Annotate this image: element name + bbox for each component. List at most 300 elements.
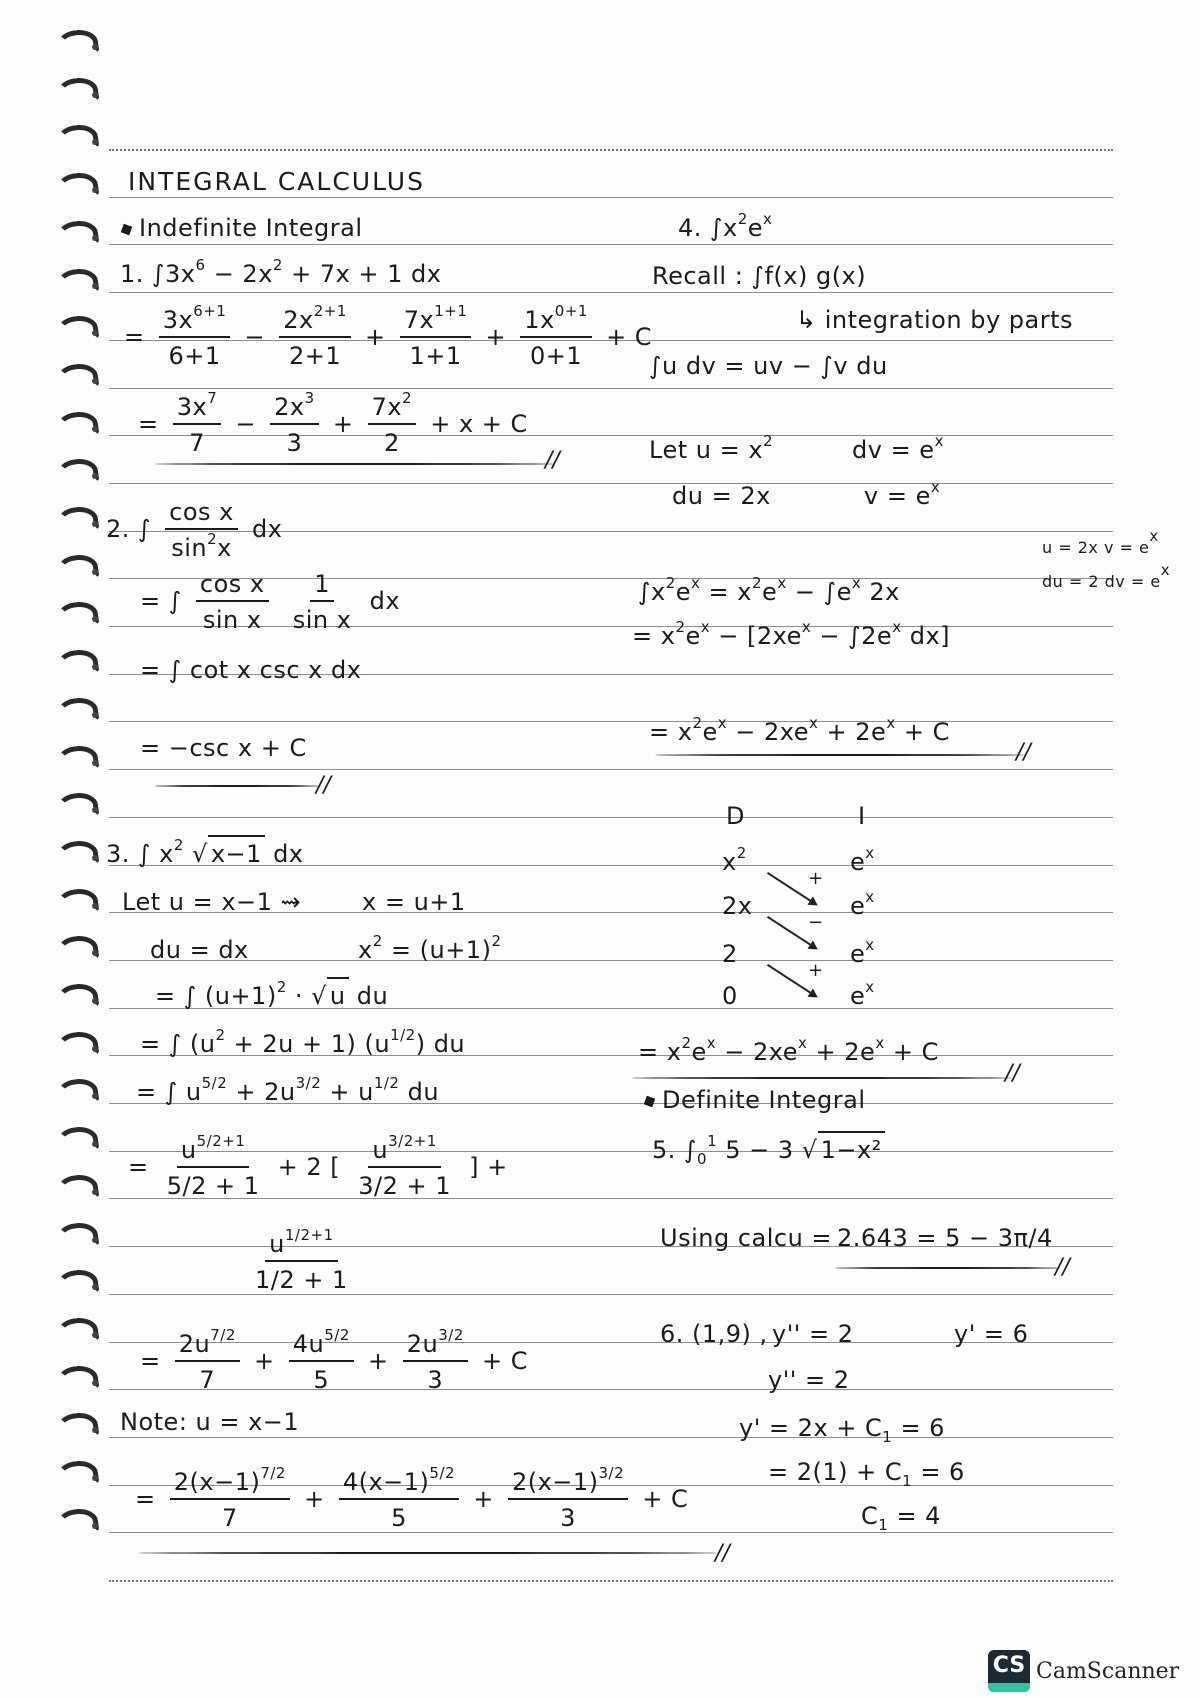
- problem3-step1: [155, 978, 389, 1010]
- math-text: = ∫ (u: [140, 1030, 216, 1058]
- superscript: 2: [763, 432, 774, 450]
- superscript: 2: [215, 1026, 226, 1044]
- fraction: [251, 1226, 352, 1294]
- end-mark: //: [545, 448, 560, 473]
- superscript: 2: [402, 389, 413, 407]
- math-text: ↳ integration by parts: [796, 306, 1073, 334]
- superscript: x: [706, 1034, 717, 1052]
- answer-underline: [155, 785, 320, 787]
- problem3-step4: [128, 1132, 508, 1200]
- math-text: −: [227, 410, 265, 438]
- ruled-line: [109, 388, 1113, 389]
- superscript: x: [801, 618, 812, 636]
- superscript: 0+1: [554, 302, 588, 320]
- math-text: x: [217, 534, 232, 562]
- math-text: + C: [634, 1485, 689, 1513]
- problem2-step2: [140, 658, 361, 682]
- math-text: + C: [895, 718, 950, 746]
- math-text: ∫x: [638, 578, 666, 606]
- math-text: du = 2 dv = e: [1042, 572, 1161, 591]
- ruled-line: [109, 1198, 1113, 1199]
- superscript: x: [865, 978, 875, 996]
- math-text: C: [861, 1502, 879, 1530]
- fraction: [279, 302, 351, 370]
- math-text: e: [691, 1038, 707, 1066]
- spiral-hole: [92, 1046, 98, 1052]
- di-sign: +: [808, 868, 824, 889]
- spiral-ring: [56, 552, 99, 583]
- math-text: ) du: [415, 1030, 466, 1058]
- superscript: 2: [272, 256, 283, 274]
- numerator: [289, 1326, 354, 1362]
- math-text: x: [722, 848, 737, 876]
- fraction: [165, 500, 238, 560]
- math-text: 2(x−1): [511, 1468, 599, 1496]
- di-header-d: D: [726, 802, 745, 830]
- denominator: [380, 425, 404, 455]
- answer-underline: [655, 754, 1025, 756]
- math-text: 2: [722, 940, 738, 968]
- math-text: + 7x + 1 dx: [282, 260, 442, 288]
- math-text: =: [135, 1485, 164, 1513]
- ruled-line: [109, 483, 1113, 484]
- superscript: x: [930, 478, 941, 496]
- problem2-answer: [140, 736, 307, 760]
- spiral-ring: [56, 409, 99, 440]
- denominator: [526, 338, 586, 368]
- superscript: 2: [681, 1034, 692, 1052]
- superscript: x: [809, 714, 819, 732]
- math-text: −: [236, 323, 274, 351]
- spiral-hole: [92, 1189, 98, 1195]
- subscript: 1: [902, 1472, 913, 1490]
- denominator: [251, 1262, 352, 1292]
- math-text: = x: [632, 622, 676, 650]
- math-text: = 6: [892, 1414, 945, 1442]
- math-text: =: [128, 1153, 157, 1181]
- denominator: [163, 1168, 264, 1198]
- denominator: [289, 602, 356, 632]
- math-text: +: [245, 1347, 283, 1375]
- math-text: 3. ∫ x: [106, 840, 174, 868]
- math-text: cos x: [199, 570, 265, 598]
- math-text: 7x: [403, 306, 435, 334]
- math-text: dx: [361, 587, 401, 615]
- numerator: [196, 572, 269, 602]
- spiral-hole: [92, 569, 98, 575]
- math-text: e: [685, 622, 701, 650]
- math-text: 0: [722, 982, 738, 1010]
- spiral-hole: [92, 1332, 98, 1338]
- end-mark: //: [316, 773, 331, 798]
- math-text: + 2e: [818, 718, 887, 746]
- problem3-answer: [135, 1464, 689, 1532]
- math-text: 2x: [861, 578, 900, 606]
- math-text: y'' = 2: [768, 1366, 850, 1394]
- math-text: +: [465, 1485, 502, 1513]
- math-text: Let u = x−1 ⇝: [122, 888, 302, 916]
- spiral-ring: [56, 266, 99, 297]
- math-text: +: [359, 1347, 397, 1375]
- spiral-ring: [56, 504, 99, 535]
- problem3-sub-x2: [358, 932, 502, 964]
- answer-underline: [155, 463, 555, 465]
- numerator: [170, 1464, 290, 1500]
- problem6-step2: [768, 1458, 965, 1490]
- spiral-ring: [56, 457, 99, 488]
- spiral-ring: [56, 27, 99, 58]
- math-text: u: [180, 1136, 197, 1164]
- fraction: [403, 1326, 468, 1394]
- math-text: 2(x−1): [173, 1468, 261, 1496]
- math-text: =: [124, 323, 153, 351]
- superscript: 2+1: [313, 302, 347, 320]
- superscript: 2: [491, 932, 502, 950]
- problem6-answer: [861, 1502, 941, 1534]
- problem3-step2: [140, 1026, 466, 1058]
- di-derivative: [722, 942, 738, 966]
- superscript: 3: [304, 389, 315, 407]
- fraction: [339, 1464, 459, 1532]
- superscript: 2: [372, 932, 383, 950]
- problem6-step1: [739, 1414, 945, 1446]
- math-text: 5: [391, 1504, 407, 1532]
- spiral-ring: [56, 1124, 99, 1155]
- page-title: INTEGRAL CALCULUS: [128, 167, 425, 196]
- math-text: y' = 2x + C: [739, 1414, 883, 1442]
- problem3-sub-du: [150, 938, 249, 962]
- spiral-hole: [92, 1523, 98, 1529]
- camscanner-watermark: [988, 1650, 1179, 1692]
- math-text: Let u = x: [649, 436, 764, 464]
- denominator: [423, 1362, 447, 1392]
- di-integral: [850, 844, 875, 876]
- math-text: 3x: [162, 306, 194, 334]
- fraction: [163, 1132, 264, 1200]
- di-integral: [850, 936, 875, 968]
- math-text: cos x: [169, 498, 234, 526]
- spiral-hole: [92, 44, 98, 50]
- superscript: 7: [207, 389, 218, 407]
- superscript: 3/2: [598, 1464, 625, 1482]
- math-text: 3: [427, 1366, 444, 1394]
- math-text: 7: [221, 1504, 238, 1532]
- spiral-hole: [92, 235, 98, 241]
- ruled-line: [109, 1437, 1113, 1438]
- superscript: 2: [736, 844, 747, 862]
- superscript: x: [865, 936, 875, 954]
- di-derivative: [722, 844, 747, 876]
- math-text: Using calcu =: [660, 1224, 833, 1252]
- problem4-answer-di: [638, 1034, 939, 1066]
- math-text: = x: [638, 1038, 682, 1066]
- heading-text: Definite Integral: [662, 1086, 866, 1114]
- fraction: [400, 302, 472, 370]
- numerator: [265, 1226, 337, 1262]
- section-heading-definite: [645, 1088, 866, 1112]
- math-text: 2x: [722, 892, 753, 920]
- math-text: du: [399, 1078, 440, 1106]
- spiral-hole: [92, 426, 98, 432]
- spiral-ring: [56, 981, 99, 1012]
- ruled-line: [109, 960, 1113, 961]
- math-text: + C: [473, 1347, 528, 1375]
- problem4-let-u: [649, 432, 774, 464]
- fraction: [354, 1132, 455, 1200]
- math-text: 1+1: [409, 342, 462, 370]
- math-text: = ∫: [140, 587, 190, 615]
- problem3-sub-u: [122, 890, 301, 914]
- problem4-du: [672, 484, 771, 508]
- denominator: [195, 1362, 219, 1392]
- answer-underline: [138, 1552, 718, 1554]
- problem3-note: [120, 1410, 299, 1434]
- numerator: [508, 1464, 628, 1500]
- math-text: 2.643 = 5 − 3π/4: [837, 1224, 1053, 1252]
- math-text: = 2(1) + C: [768, 1458, 903, 1486]
- math-text: 2+1: [289, 342, 342, 370]
- di-derivative: [722, 984, 738, 1008]
- numerator: [279, 302, 351, 338]
- end-mark: //: [1055, 1255, 1070, 1280]
- math-text: 4. ∫x: [678, 214, 738, 242]
- denominator: [354, 1168, 455, 1198]
- problem4-let-dv: [852, 432, 944, 464]
- spiral-ring: [56, 600, 99, 631]
- superscript: x: [777, 574, 787, 592]
- problem6-y2: [768, 1368, 850, 1392]
- di-header-i: I: [858, 802, 866, 830]
- math-text: 3/2 + 1: [358, 1172, 452, 1200]
- problem1-question: [120, 256, 442, 288]
- math-text: du = dx: [150, 936, 249, 964]
- math-text: 2u: [178, 1330, 211, 1358]
- problem4-step2: [632, 618, 951, 650]
- numerator: [403, 1326, 468, 1362]
- math-text: 5: [313, 1366, 330, 1394]
- spiral-hole: [92, 283, 98, 289]
- spiral-ring: [56, 1315, 99, 1346]
- radicand: u: [327, 977, 349, 1010]
- math-text: − 2xe: [716, 1038, 799, 1066]
- numerator: [270, 389, 319, 425]
- ruled-line: [109, 769, 1113, 770]
- math-text: = −csc x + C: [140, 734, 307, 762]
- end-mark: //: [1005, 1061, 1020, 1086]
- math-text: − ∫e: [786, 578, 852, 606]
- math-text: [275, 587, 283, 615]
- end-mark: //: [715, 1541, 730, 1566]
- math-text: + 2e: [807, 1038, 876, 1066]
- math-text: x: [358, 936, 373, 964]
- math-text: 3: [286, 429, 303, 457]
- superscript: 5/2: [201, 1074, 228, 1092]
- fraction: [520, 302, 592, 370]
- superscript: 3/2: [295, 1074, 322, 1092]
- numerator: [165, 500, 238, 530]
- denominator: [185, 425, 209, 455]
- superscript: 3/2+1: [388, 1132, 437, 1150]
- math-text: 1x: [524, 306, 555, 334]
- denominator: [283, 425, 307, 455]
- problem3-step5: [140, 1326, 528, 1394]
- fraction: [270, 389, 319, 457]
- superscript: 2: [675, 618, 686, 636]
- spiral-ring: [56, 170, 99, 201]
- problem5-calc-value: [837, 1226, 1053, 1250]
- math-text: 7x: [371, 393, 403, 421]
- superscript: x: [717, 714, 728, 732]
- math-text: e: [850, 982, 866, 1010]
- spiral-hole: [92, 903, 98, 909]
- math-text: dv = e: [852, 436, 935, 464]
- superscript: x: [1160, 561, 1171, 579]
- spiral-hole: [92, 521, 98, 527]
- math-text: 3: [560, 1504, 576, 1532]
- problem6-given-y1: [954, 1322, 1028, 1346]
- spiral-ring: [56, 314, 99, 345]
- spiral-hole: [92, 1475, 98, 1481]
- math-text: 6+1: [168, 342, 221, 370]
- ruled-line: [109, 149, 1113, 151]
- math-text: = x: [700, 578, 752, 606]
- spiral-ring: [56, 1268, 99, 1299]
- problem5-question: [652, 1132, 885, 1168]
- numerator: [159, 302, 231, 338]
- spiral-ring: [56, 1458, 99, 1489]
- superscript: 2: [692, 714, 703, 732]
- math-text: 0+1: [530, 342, 583, 370]
- fraction: [159, 302, 231, 370]
- math-text: 1: [314, 570, 330, 598]
- superscript: 5/2: [429, 1464, 456, 1482]
- fraction: [175, 1326, 240, 1394]
- spiral-ring: [56, 886, 99, 917]
- math-text: e: [747, 214, 764, 242]
- margin-note-2: [1042, 561, 1171, 591]
- numerator: [368, 1132, 440, 1168]
- problem1-step1: [124, 302, 653, 370]
- problem4-answer: [649, 714, 950, 746]
- problem1-step2: [138, 389, 528, 457]
- di-sign: +: [808, 960, 824, 981]
- superscript: 6: [195, 256, 206, 274]
- superscript: x: [700, 618, 711, 636]
- math-text: +: [477, 323, 515, 351]
- superscript: 3/2: [438, 1326, 464, 1344]
- problem6-given-y2: [772, 1322, 854, 1346]
- math-text: u = 2x v = e: [1042, 538, 1150, 557]
- spiral-ring: [56, 75, 99, 106]
- superscript: 5/2+1: [196, 1132, 246, 1150]
- superscript: 2: [752, 574, 763, 592]
- fraction: [196, 572, 269, 632]
- math-text: e: [675, 578, 692, 606]
- bullet-icon: [121, 223, 133, 235]
- di-integral: [850, 978, 875, 1010]
- math-text: = x: [649, 718, 693, 746]
- spiral-hole: [92, 92, 98, 98]
- numerator: [368, 389, 417, 425]
- radicand: x−1: [208, 835, 265, 868]
- math-text: 5. ∫: [652, 1136, 698, 1164]
- spiral-ring: [56, 647, 99, 678]
- superscript: x: [934, 432, 944, 450]
- denominator: [167, 530, 236, 560]
- math-text: y' = 6: [954, 1320, 1029, 1348]
- spiral-ring: [56, 1029, 99, 1060]
- problem4-formula: [649, 354, 888, 378]
- math-text: − ∫2e: [811, 622, 893, 650]
- math-text: u: [372, 1136, 389, 1164]
- superscript: x: [851, 574, 862, 592]
- answer-underline: [632, 1077, 1012, 1079]
- denominator: [164, 338, 224, 368]
- di-integral: [850, 888, 875, 920]
- numerator: [173, 389, 222, 425]
- math-text: + x + C: [422, 410, 528, 438]
- ruled-line: [109, 1580, 1113, 1582]
- spiral-ring: [56, 1506, 99, 1537]
- math-text: Recall : ∫f(x) g(x): [652, 262, 867, 290]
- superscript: 1/2: [373, 1074, 400, 1092]
- spiral-hole: [92, 998, 98, 1004]
- math-text: v = e: [864, 482, 931, 510]
- spiral-ring: [56, 123, 99, 154]
- bullet-icon: [644, 1095, 656, 1107]
- ruled-line: [109, 244, 1113, 245]
- superscript: 1+1: [434, 302, 468, 320]
- ruled-line: [109, 721, 1113, 722]
- math-text: =: [140, 1347, 169, 1375]
- math-text: +: [324, 410, 362, 438]
- math-text: = ∫ cot x csc x dx: [140, 656, 362, 684]
- math-text: + 2 [: [269, 1153, 349, 1181]
- numerator: [520, 302, 592, 338]
- math-text: e: [702, 718, 718, 746]
- problem6-given: [660, 1322, 768, 1346]
- fraction: [289, 1326, 354, 1394]
- math-text: 1/2 + 1: [255, 1266, 348, 1294]
- fraction: [368, 389, 417, 457]
- math-text: √: [183, 840, 208, 868]
- superscript: 1/2+1: [284, 1226, 334, 1244]
- math-text: dx]: [901, 622, 951, 650]
- problem2-step1: [140, 572, 400, 632]
- fraction: [289, 572, 356, 632]
- problem3-question: [106, 836, 304, 868]
- math-text: u: [269, 1230, 285, 1258]
- spiral-hole: [92, 1237, 98, 1243]
- math-text: e: [850, 848, 866, 876]
- math-text: e: [762, 578, 778, 606]
- math-text: +: [356, 323, 394, 351]
- superscript: 5/2: [324, 1326, 350, 1344]
- fraction: [508, 1464, 628, 1532]
- problem3-sub-x: [362, 890, 466, 914]
- di-derivative: [722, 894, 752, 918]
- superscript: x: [1149, 527, 1159, 545]
- end-mark: //: [1016, 740, 1031, 765]
- spiral-ring: [56, 1363, 99, 1394]
- math-text: = 4: [888, 1502, 941, 1530]
- spiral-ring: [56, 361, 99, 392]
- math-text: sin x: [292, 606, 352, 634]
- numerator: [310, 572, 334, 602]
- problem4-v: [864, 478, 941, 510]
- problem5-calc-label: [660, 1226, 832, 1250]
- radicand: 1−x²: [818, 1131, 885, 1164]
